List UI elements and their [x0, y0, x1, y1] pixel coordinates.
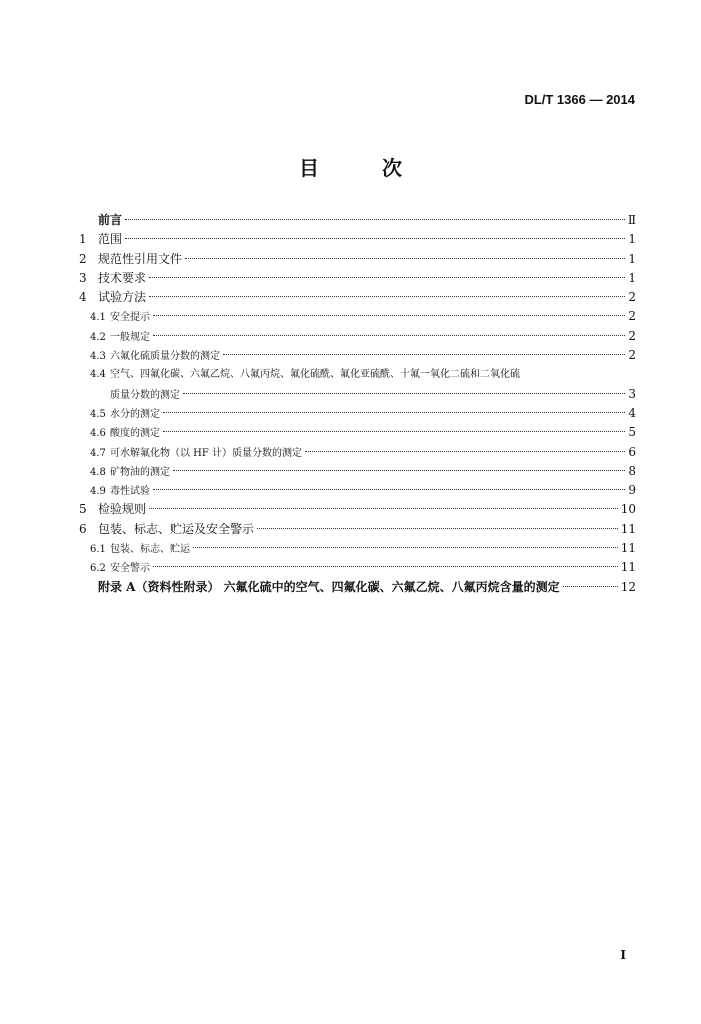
page-number: I [620, 948, 626, 962]
toc-entry-number: 4.3 [90, 351, 106, 363]
toc-entry-number: 4.1 [90, 312, 106, 324]
toc-entry-page: 12 [620, 579, 636, 594]
toc-entry[interactable] [79, 365, 636, 384]
toc-entry-page: 2 [628, 309, 636, 324]
toc-leader-dots [153, 566, 618, 567]
toc-entry-label: 包装、标志、贮运 [110, 544, 190, 556]
page-title: 目 次 [299, 156, 430, 180]
toc-entry[interactable] [79, 211, 636, 230]
toc-entry-label: 安全提示 [110, 312, 150, 324]
toc-entry-label: 质量分数的测定 [110, 389, 180, 401]
toc-entry-number: 2 [79, 251, 87, 266]
toc-entry-label: 安全警示 [110, 563, 150, 575]
toc-entry[interactable] [79, 288, 636, 307]
toc-entry-number: 4 [79, 290, 87, 305]
toc-entry[interactable] [79, 539, 636, 558]
toc-leader-dots [153, 489, 625, 490]
document-code: DL/T 1366 — 2014 [524, 92, 635, 107]
toc-entry[interactable] [79, 404, 636, 423]
toc-entry-label: 技术要求 [98, 270, 147, 285]
toc-leader-dots [153, 315, 625, 316]
toc-leader-dots [305, 451, 625, 452]
toc-entry-number: 4.2 [90, 331, 106, 343]
toc-entry-page: 6 [628, 444, 636, 459]
toc-entry-label: 规范性引用文件 [98, 251, 183, 266]
toc-entry-page: 8 [628, 463, 636, 478]
toc-entry-number: 4.6 [90, 428, 106, 440]
toc-entry-label: 空气、四氟化碳、六氟乙烷、八氟丙烷、氟化硫酰、氟化亚硫酰、十氟一氧化二硫和二氧化硫 [110, 369, 520, 381]
toc-leader-dots [223, 354, 625, 355]
toc-entry-page: 4 [628, 405, 636, 420]
toc-entry-page: 1 [628, 270, 636, 285]
toc-entry-label: 范围 [98, 232, 123, 247]
toc-leader-dots [125, 238, 625, 239]
toc-leader-dots [173, 470, 625, 471]
toc-entry-label: 可水解氟化物（以 HF 计）质量分数的测定 [110, 447, 303, 459]
toc-entry[interactable] [79, 500, 636, 519]
toc-entry[interactable] [79, 443, 636, 462]
toc-leader-dots [149, 508, 618, 509]
toc-entry[interactable] [79, 269, 636, 288]
toc-leader-dots [153, 335, 625, 336]
toc-entry-number: 4.7 [90, 447, 106, 459]
toc-entry-label: 一般规定 [110, 331, 150, 343]
toc-entry[interactable] [79, 462, 636, 481]
toc-entry-label: 水分的测定 [110, 408, 160, 420]
toc-entry-page: Ⅱ [627, 213, 636, 227]
toc-entry-page: 5 [628, 425, 636, 440]
toc-leader-dots [185, 258, 625, 259]
toc-leader-dots [193, 547, 618, 548]
toc-leader-dots [163, 431, 625, 432]
toc-entry-label: 包装、标志、贮运及安全警示 [98, 521, 255, 536]
table-of-contents [79, 211, 636, 597]
toc-leader-dots [149, 296, 625, 297]
toc-entry-page: 1 [628, 232, 636, 247]
toc-entry-label: 试验方法 [98, 290, 147, 305]
toc-entry-number: 3 [79, 270, 87, 285]
toc-entry-number: 4.8 [90, 466, 106, 478]
toc-entry-page: 9 [628, 483, 636, 498]
toc-entry-number: 1 [79, 232, 87, 247]
toc-entry[interactable] [79, 307, 636, 326]
toc-entry-page: 2 [628, 328, 636, 343]
toc-entry[interactable] [79, 558, 636, 577]
toc-entry[interactable] [79, 250, 636, 269]
toc-entry[interactable] [79, 385, 636, 404]
toc-entry[interactable] [79, 520, 636, 539]
toc-entry-number: 6.1 [90, 544, 106, 556]
toc-leader-dots [183, 393, 625, 394]
toc-entry-page: 3 [628, 386, 636, 401]
toc-entry-page: 1 [628, 251, 636, 266]
toc-entry-number: 6 [79, 521, 87, 536]
toc-entry-label: 酸度的测定 [110, 428, 160, 440]
toc-entry-page: 2 [628, 290, 636, 305]
toc-leader-dots [257, 528, 618, 529]
toc-entry-page: 11 [620, 560, 636, 575]
toc-leader-dots [563, 586, 618, 587]
toc-leader-dots [163, 412, 625, 413]
toc-entry-page: 11 [620, 521, 636, 536]
toc-entry-label: 前言 [98, 213, 123, 227]
toc-entry-label: 检验规则 [98, 502, 147, 517]
toc-entry[interactable] [79, 327, 636, 346]
toc-entry-page: 11 [620, 541, 636, 556]
toc-entry-label: 附录 A（资料性附录） 六氟化硫中的空气、四氟化碳、六氟乙烷、八氟丙烷含量的测定 [98, 579, 560, 594]
toc-entry-page: 2 [628, 348, 636, 363]
toc-leader-dots [125, 219, 625, 220]
toc-entry-page: 10 [620, 502, 636, 517]
toc-entry[interactable] [79, 230, 636, 249]
toc-entry[interactable] [79, 346, 636, 365]
toc-entry-label: 毒性试验 [110, 486, 150, 498]
toc-entry-label: 六氟化硫质量分数的测定 [110, 351, 220, 363]
toc-leader-dots [149, 277, 625, 278]
toc-entry-number: 4.5 [90, 408, 106, 420]
toc-entry-number: 5 [79, 502, 87, 517]
toc-entry-number: 4.9 [90, 486, 106, 498]
toc-entry[interactable] [79, 423, 636, 442]
toc-entry-number: 4.4 [90, 369, 106, 381]
toc-entry[interactable] [79, 578, 636, 597]
toc-entry[interactable] [79, 481, 636, 500]
toc-entry-label: 矿物油的测定 [110, 466, 170, 478]
toc-entry-number: 6.2 [90, 563, 106, 575]
